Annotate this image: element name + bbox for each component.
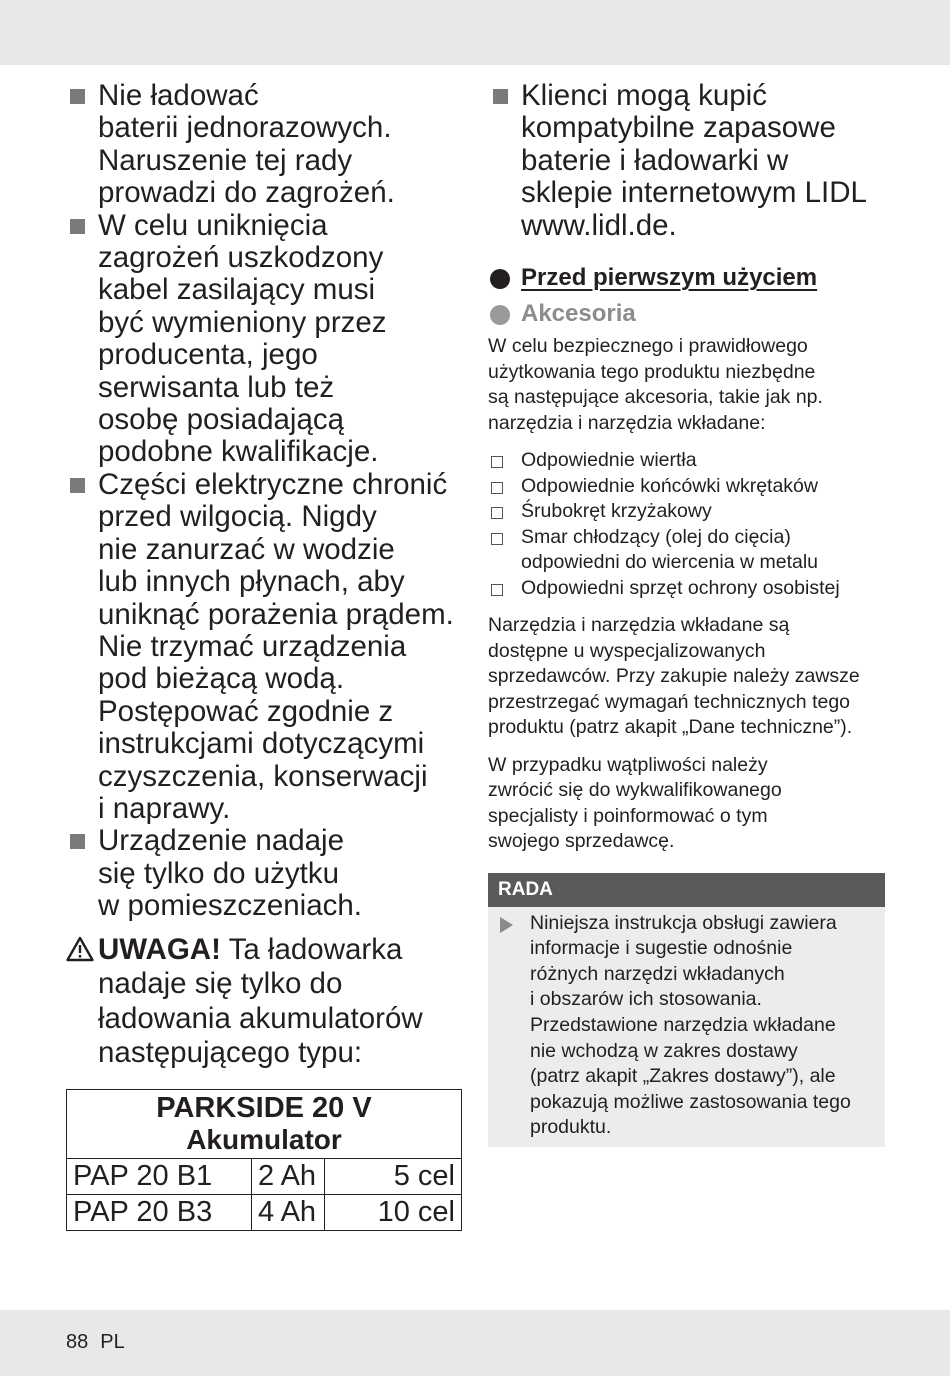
safety-item-text: Części elektryczne chronić przed wilgocią. Nigdy nie zanurzać w wodzie lub innych płynach, aby uniknąć porażenia prądem. Nie trzymać urządzenia pod bieżącą wodą. Postępować zgodnie z instrukcjami dotyczącymi czyszczenia, konserwacji i naprawy.	[98, 467, 454, 825]
language-code: PL	[100, 1331, 125, 1353]
checkbox-icon	[491, 482, 503, 494]
left-column	[66, 80, 466, 1071]
warning-note	[66, 933, 466, 1071]
intro-item	[488, 80, 888, 242]
list-item-text: Odpowiedni sprzęt ochrony osobistej	[521, 576, 840, 599]
warning-label: UWAGA!	[98, 932, 221, 966]
checkbox-icon	[491, 533, 503, 545]
right-column	[488, 80, 888, 1147]
battery-table-header	[67, 1090, 462, 1159]
header-band	[0, 0, 950, 65]
safety-item-text: Nie ładować baterii jednorazowych. Naruszenie tej rady prowadzi do zagrożeń.	[98, 79, 395, 210]
list-item	[488, 448, 888, 474]
safety-item	[66, 469, 466, 825]
checkbox-icon	[491, 584, 503, 596]
filled-circle-icon	[490, 269, 510, 289]
battery-table	[66, 1089, 462, 1231]
list-item-text: Śrubokręt krzyżakowy	[521, 500, 712, 523]
battery-capacity: 4 Ah	[252, 1195, 325, 1231]
section-title: Przed pierwszym użyciem	[521, 264, 818, 292]
page-footer	[66, 1331, 137, 1354]
square-bullet-icon	[70, 219, 85, 234]
checkbox-icon	[491, 507, 503, 519]
battery-brand: PARKSIDE 20 V	[156, 1092, 372, 1124]
battery-cells: 5 cel	[325, 1159, 462, 1195]
warning-triangle-icon	[66, 936, 94, 962]
accessory-checklist	[488, 448, 888, 601]
page-number: 88	[66, 1331, 89, 1353]
list-item	[488, 474, 888, 500]
section-heading	[488, 264, 888, 296]
tip-body	[488, 907, 885, 1141]
list-item-text: Smar chłodzący (olej do cięcia) odpowiedni do wiercenia w metalu	[521, 525, 819, 574]
triangle-bullet-icon	[500, 917, 513, 933]
tip-text: Niniejsza instrukcja obsługi zawiera informacje i sugestie odnośnie różnych narzędzi wkładanych i obszarów ich stosowania. Przedstawione narzędzia wkładane nie wchodzą w zakres dostawy (patrz akapit „Zakres dostawy”), ale pokazują możliwe zastosowania tego produktu.	[530, 911, 851, 1139]
list-item-text: Odpowiednie końcówki wkrętaków	[521, 474, 818, 497]
list-item-text: Odpowiednie wiertła	[521, 449, 697, 472]
table-row	[67, 1159, 462, 1195]
paragraph: W przypadku wątpliwości należy zwrócić się do wykwalifikowanego specjalisty i poinformować o tym swojego sprzedawcę.	[488, 753, 782, 853]
battery-cells: 10 cel	[325, 1195, 462, 1231]
tip-label: RADA	[488, 873, 885, 907]
paragraph: W celu bezpiecznego i prawidłowego użytkowania tego produktu niezbędne są następujące akcesoria, takie jak np. narzędzia i narzędzia wkładane:	[488, 335, 823, 434]
subsection-heading	[488, 300, 888, 332]
battery-capacity: 2 Ah	[252, 1159, 325, 1195]
square-bullet-icon	[70, 478, 85, 493]
safety-item-text: Urządzenie nadaje się tylko do użytku w pomieszczeniach.	[98, 824, 362, 923]
square-bullet-icon	[70, 89, 85, 104]
battery-model: PAP 20 B3	[67, 1195, 252, 1231]
table-row	[67, 1195, 462, 1231]
square-bullet-icon	[70, 834, 85, 849]
intro-text: Klienci mogą kupić kompatybilne zapasowe baterie i ładowarki w sklepie internetowym LIDL www.lidl.de.	[521, 79, 867, 242]
tip-box	[488, 873, 885, 1147]
safety-item-text: W celu uniknięcia zagrożeń uszkodzony kabel zasilający musi być wymieniony przez producenta, jego serwisanta lub też osobę posiadającą podobne kwalifikacje.	[98, 208, 387, 469]
list-item	[488, 499, 888, 525]
list-item	[488, 525, 888, 576]
list-item	[488, 576, 888, 602]
subsection-title: Akcesoria	[521, 300, 636, 328]
safety-item	[66, 210, 466, 469]
square-bullet-icon	[493, 89, 508, 104]
footer-band	[0, 1310, 950, 1376]
safety-item	[66, 825, 466, 922]
warning-text: Ta ładowarka nadaje się tylko do ładowania akumulatorów następującego typu:	[98, 932, 423, 1070]
checkbox-icon	[491, 456, 503, 468]
grey-circle-icon	[490, 305, 510, 325]
battery-subtitle: Akumulator	[186, 1124, 342, 1155]
safety-item	[66, 80, 466, 210]
battery-model: PAP 20 B1	[67, 1159, 252, 1195]
paragraph: Narzędzia i narzędzia wkładane są dostępne u wyspecjalizowanych sprzedawców. Przy zakupie należy zawsze przestrzegać wymagań technicznych tego produktu (patrz akapit „Dane techniczne”).	[488, 614, 860, 739]
